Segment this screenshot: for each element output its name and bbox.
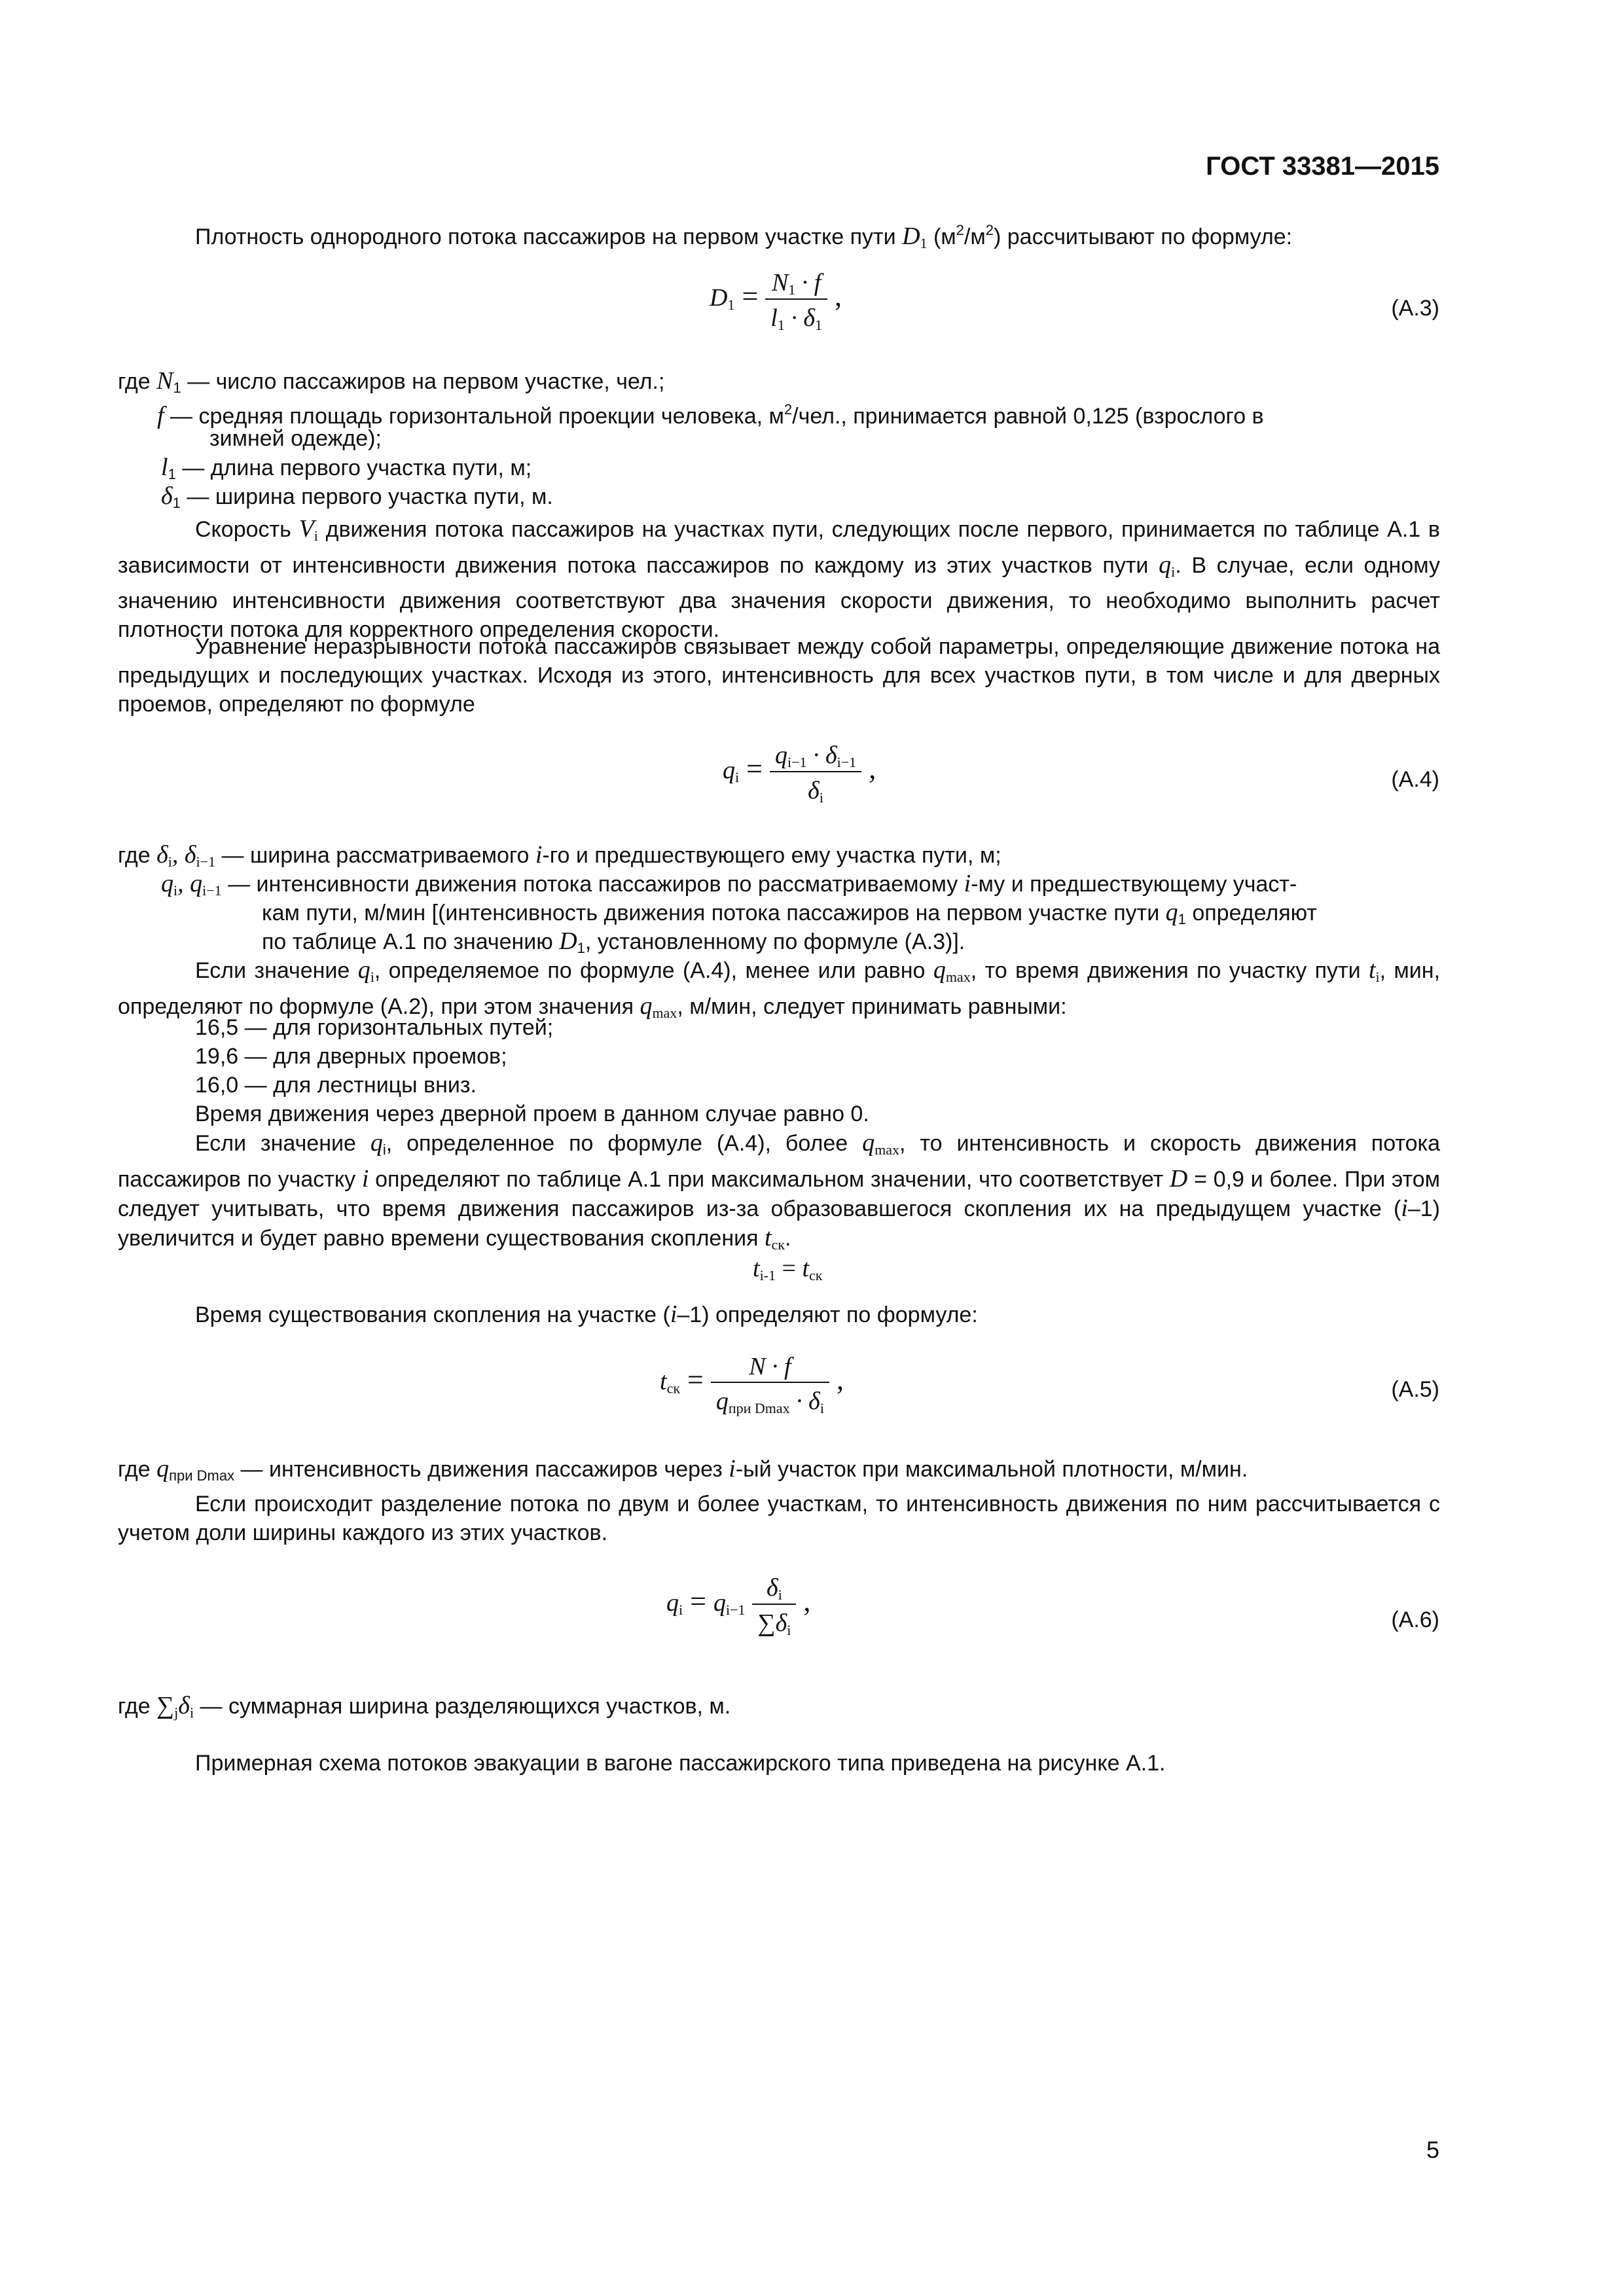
paragraph-qmax-exceeded: Если значение $q_i$, определенное по формуле (А.4), более $q_{max}$, то интенсивность и скорость движения потока пассажиров по участку i определяют по таблице А.1 при максимальном значении, что соответствует D = 0,9 и более. При этом следует учитывать, что время движения пассажиров из-за образовавшегося скопления их на предыдущем участке (i–1) увеличится и будет равно времени существования скопления $t_{ск}$. xyxy=(118,1129,1441,1253)
formula-a6-label: (А.6) xyxy=(1391,1607,1439,1632)
paragraph-cluster-time: Время существования скопления на участке (i–1) определяют по формуле: xyxy=(195,1300,978,1328)
formula-a4: $q_i$ = $\frac{q_{i-1} \cdot \delta_{i-1}}{\delta_i}$ , xyxy=(723,737,876,806)
list-item: 19,6 — для дверных проемов; xyxy=(195,1044,507,1069)
formula-a5-label: (А.5) xyxy=(1391,1377,1439,1402)
formula-a4-label: (А.4) xyxy=(1391,767,1439,792)
where-sum-delta-line: где $\sum_j\delta_i$ — суммарная ширина разделяющихся участков, м. xyxy=(118,1692,731,1721)
paragraph-qmax-condition: Если значение $q_i$, определяемое по формуле (А.4), менее или равно $q_{max}$, то время движения по участку пути $t_i$, мин, определяют по формуле (А.2), при этом значения $q_{max}$, м/мин, следует принимать равными: xyxy=(118,956,1441,1021)
where-f-line: f — средняя площадь горизонтальной проекции человека, $м^2$/чел., принимается равной 0,125 (взрослого в xyxy=(157,401,1264,429)
paragraph-flow-split: Если происходит разделение потока по двум и более участкам, то интенсивность движения по ним рассчитывается с учетом доли ширины каждого из этих участков. xyxy=(118,1492,1440,1545)
formula-a5: $t_{ск}$ = $\frac{N \cdot f}{q_{при Dmax} \cdot \delta_i}$ , xyxy=(660,1348,844,1417)
paragraph-density-intro: Плотность однородного потока пассажиров на первом участке пути $D_1$ $(м^2/м^2)$ рассчитывают по формуле: xyxy=(195,222,1293,251)
door-time-note: Время движения через дверной проем в данном случае равно 0. xyxy=(195,1102,869,1126)
list-item: 16,5 — для горизонтальных путей; xyxy=(195,1015,554,1040)
formula-a3: $D_1$ = $\frac{N_1 \cdot f}{l_1 \cdot \delta_1}$ , xyxy=(710,264,842,334)
where-n1-line: где $N_1$ — число пассажиров на первом участке, чел.; xyxy=(118,367,665,396)
paragraph-continuity: Уравнение неразрывности потока пассажиров связывает между собой параметры, определяющие движение потока на предыдущих и последующих участках. Исходя из этого, интенсивность для всех участков пути, в том числе и для дверных проемов, определяют по формуле xyxy=(118,634,1440,717)
equation-t-equals-tck: $t_{i-1} = t_{ск}$ xyxy=(753,1255,823,1283)
where-q-i-continuation-1: кам пути, м/мин [(интенсивность движения потока пассажиров на первом участке пути $q_1$ определяют xyxy=(262,899,1317,927)
page-number: 5 xyxy=(1426,2136,1439,2163)
formula-a4-fraction: $\frac{q_{i-1} \cdot \delta_{i-1}}{\delta_i}$ xyxy=(770,737,861,806)
where-l1-line: $l_1$ — длина первого участка пути, м; xyxy=(161,454,532,482)
where-delta-i-line: где $\delta_i$, $\delta_{i-1}$ — ширина рассматриваемого i-го и предшествующего ему участка пути, м; xyxy=(118,841,1001,870)
where-q-i-line: $q_i$, $q_{i-1}$ — интенсивности движения потока пассажиров по рассматриваемому i-му и предшествующему участ- xyxy=(161,870,1297,899)
paragraph-figure-reference: Примерная схема потоков эвакуации в вагоне пассажирского типа приведена на рисунке А.1. xyxy=(195,1751,1166,1776)
formula-a6-fraction: $\frac{\delta_i}{\sum\delta_i}$ xyxy=(752,1570,796,1639)
where-q-i-continuation-2: по таблице А.1 по значению $D_1$, установленному по формуле (А.3)]. xyxy=(262,927,965,956)
where-f-continuation: зимней одежде); xyxy=(209,426,382,451)
formula-a3-fraction: $\frac{N_1 \cdot f}{l_1 \cdot \delta_1}$ xyxy=(765,264,827,334)
formula-a5-fraction: $\frac{N \cdot f}{q_{при Dmax} \cdot \delta_i}$ xyxy=(711,1348,829,1417)
document-number-header: ГОСТ 33381—2015 xyxy=(1206,152,1439,181)
paragraph-speed: Скорость $V_i$ движения потока пассажиров на участках пути, следующих после первого, принимается по таблице А.1 в зависимости от интенсивности движения потока пассажиров по каждому из этих участков пути $q_i$. В случае, если одному значению интенсивности движения соответствуют два значения скорости движения, то необходимо выполнить расчет плотности потока для корректного определения скорости. xyxy=(118,515,1440,642)
where-q-dmax-line: где $q_{при Dmax}$ — интенсивность движения пассажиров через i-ый участок при максимальной плотности, м/мин. xyxy=(118,1455,1248,1484)
where-delta1-line: $\delta_1$ — ширина первого участка пути, м. xyxy=(161,482,553,511)
list-item: 16,0 — для лестницы вниз. xyxy=(195,1073,477,1098)
formula-a3-label: (А.3) xyxy=(1391,296,1439,321)
formula-a6: $q_i = q_{i-1}$ $\frac{\delta_i}{\sum\delta_i}$ , xyxy=(666,1570,810,1639)
